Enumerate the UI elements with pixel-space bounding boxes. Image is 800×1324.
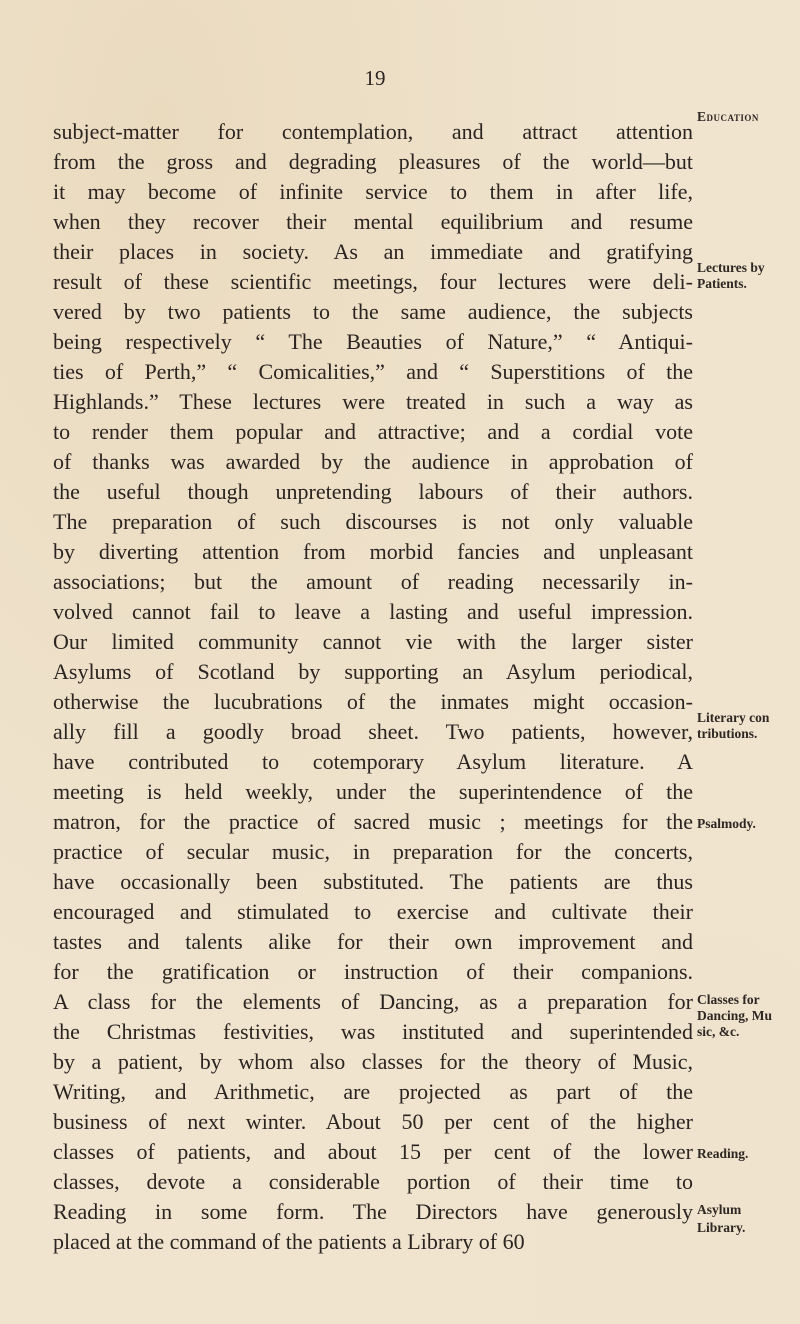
text-line: subject-matter for contemplation, and attract attention [53, 119, 693, 144]
text-line: vered by two patients to the same audience, the subjects [53, 299, 693, 324]
text-line: volved cannot fail to leave a lasting and useful impression. [53, 599, 693, 624]
text-line: their places in society. As an immediate and gratifying [53, 239, 693, 264]
margin-note-line: tributions. [697, 726, 758, 741]
text-line: of thanks was awarded by the audience in approbation of [53, 449, 693, 474]
text-line: The preparation of such discourses is not only valuable [53, 509, 693, 534]
margin-note-line: Patients. [697, 276, 747, 291]
text-line: the useful though unpretending labours of their authors. [53, 479, 693, 504]
text-line: to render them popular and attractive; and a cordial vote [53, 419, 693, 444]
margin-note-line: Asylum [697, 1202, 742, 1217]
text-line: Highlands.” These lectures were treated in such a way as [53, 389, 693, 414]
text-line: Writing, and Arithmetic, are projected as part of the [53, 1079, 693, 1104]
margin-note-line: Library. [697, 1220, 746, 1235]
text-line: have contributed to cotemporary Asylum literature. A [53, 749, 693, 774]
margin-note-line: Lectures by [697, 260, 765, 275]
text-line: from the gross and degrading pleasures of the world—but [53, 149, 693, 174]
text-line: business of next winter. About 50 per cent of the higher [53, 1109, 693, 1134]
margin-note-reading: Reading. [697, 1146, 749, 1161]
text-line: Reading in some form. The Directors have generously [53, 1199, 693, 1224]
text-line: tastes and talents alike for their own improvement and [53, 929, 693, 954]
margin-note-line: Literary con [697, 710, 770, 725]
text-line: associations; but the amount of reading necessarily in- [53, 569, 693, 594]
text-line: Asylums of Scotland by supporting an Asylum periodical, [53, 659, 693, 684]
text-line: otherwise the lucubrations of the inmates might occasion- [53, 689, 693, 714]
text-line: meeting is held weekly, under the superintendence of the [53, 779, 693, 804]
text-line: have occasionally been substituted. The patients are thus [53, 869, 693, 894]
text-line: A class for the elements of Dancing, as a preparation for [53, 989, 693, 1014]
text-line: Our limited community cannot vie with the larger sister [53, 629, 693, 654]
text-line: encouraged and stimulated to exercise and cultivate their [53, 899, 693, 924]
text-line: classes of patients, and about 15 per cent of the lower [53, 1139, 693, 1164]
text-line: by diverting attention from morbid fancies and unpleasant [53, 539, 693, 564]
margin-note-line: Classes for [697, 992, 760, 1007]
text-line: ties of Perth,” “ Comicalities,” and “ Superstitions of the [53, 359, 693, 384]
margin-note-line: Dancing, Mu [697, 1008, 773, 1023]
text-line: result of these scientific meetings, four lectures were deli- [53, 269, 693, 294]
text-line: classes, devote a considerable portion of their time to [53, 1169, 693, 1194]
text-line: practice of secular music, in preparation for the concerts, [53, 839, 693, 864]
text-line: by a patient, by whom also classes for the theory of Music, [53, 1049, 693, 1074]
margin-note-line: sic, &c. [697, 1024, 740, 1039]
text-line: the Christmas festivities, was instituted and superintended [53, 1019, 693, 1044]
text-line: when they recover their mental equilibrium and resume [53, 209, 693, 234]
text-line: it may become of infinite service to them in after life, [53, 179, 693, 204]
text-line: ally fill a goodly broad sheet. Two patients, however, [53, 719, 693, 744]
text-line: matron, for the practice of sacred music ; meetings for the [53, 809, 693, 834]
margin-note-education: Education [697, 109, 759, 124]
text-line: placed at the command of the patients a Library of 60 [53, 1229, 525, 1254]
margin-note-psalmody: Psalmody. [697, 816, 756, 831]
text-line: for the gratification or instruction of their companions. [53, 959, 693, 984]
page-number: 19 [364, 66, 386, 90]
text-line: being respectively “ The Beauties of Nature,” “ Antiqui- [53, 329, 693, 354]
